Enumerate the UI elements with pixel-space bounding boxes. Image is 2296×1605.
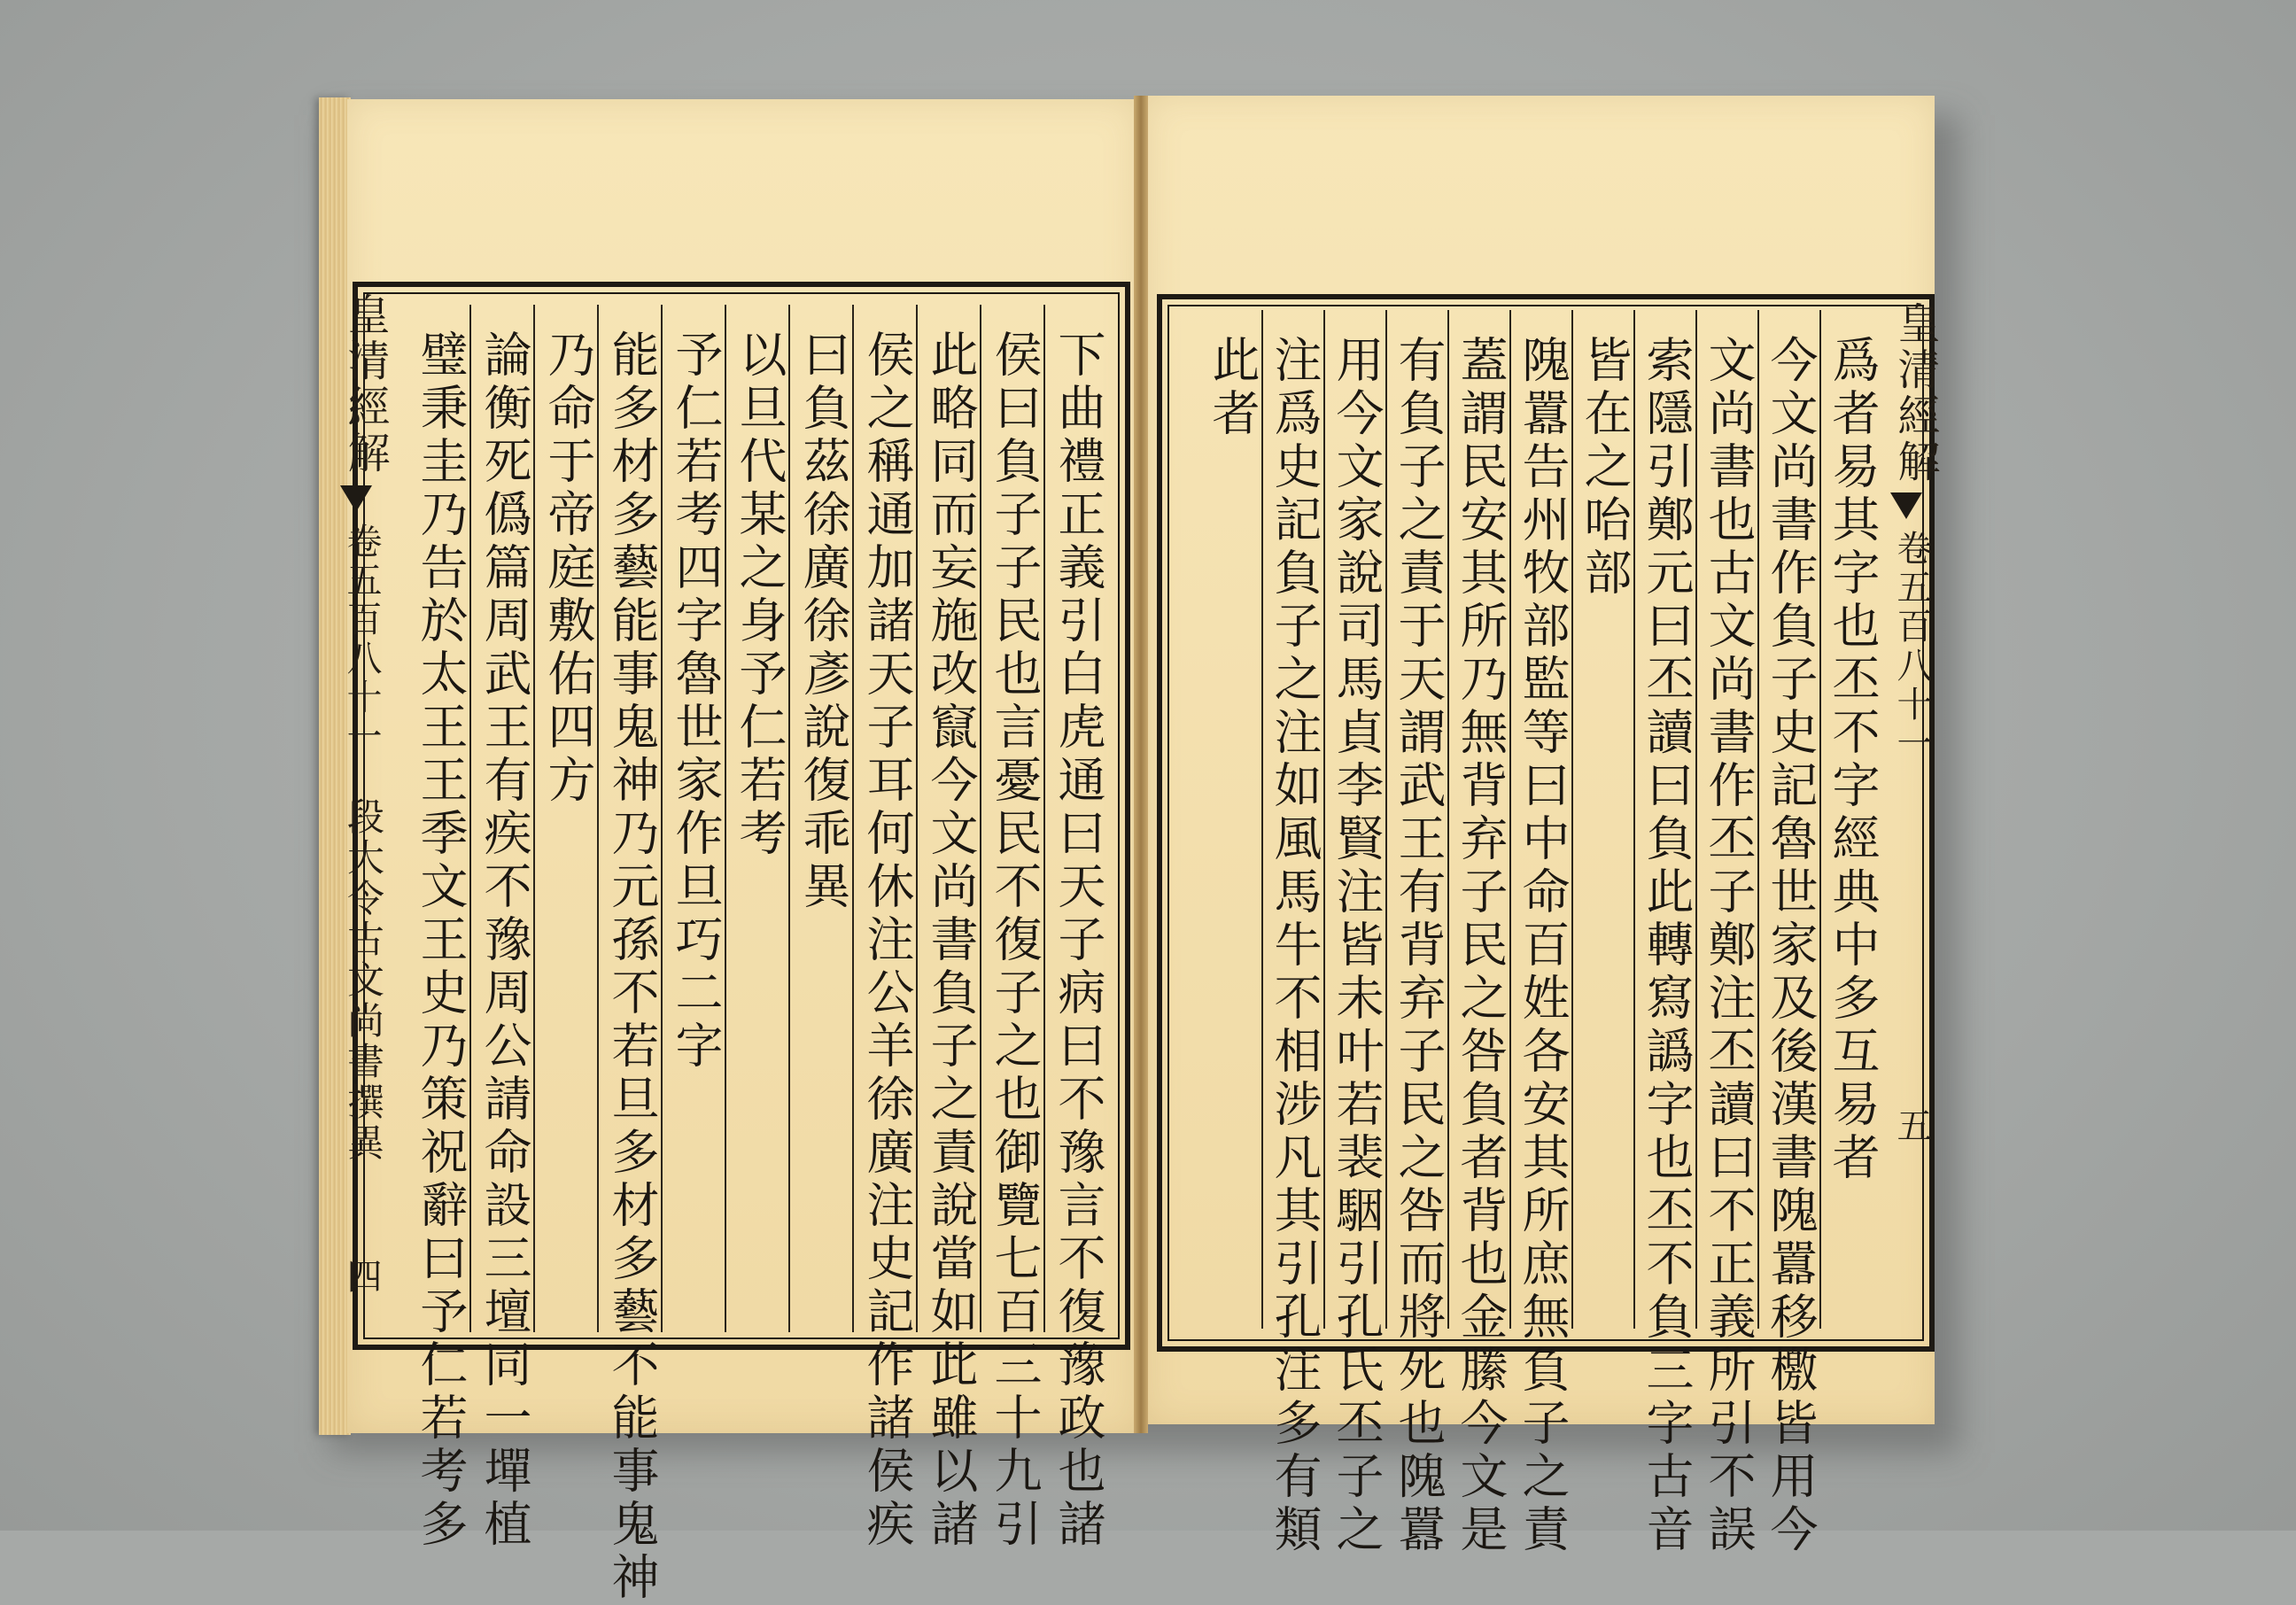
- column-rule: [852, 305, 854, 1332]
- column-rule: [1323, 310, 1325, 1329]
- column-rule: [1695, 310, 1697, 1329]
- right-margin-header: 皇清經解: [1890, 301, 1940, 485]
- text-column: 索隱引鄭元曰丕讀曰負此轉寫譌字也丕不負三字古音: [1639, 335, 1695, 1557]
- column-rule: [533, 305, 535, 1332]
- text-column: 侯曰負子子民也言憂民不復子之也御覽七百三十九引: [987, 330, 1043, 1552]
- right-margin-page-number: 五: [1891, 1107, 1932, 1146]
- text-column: 此者: [1205, 335, 1260, 441]
- left-margin-volume: 卷五百八十一: [341, 523, 382, 756]
- column-rule: [916, 305, 918, 1332]
- text-column: 用今文家說司馬貞李賢注皆未叶若裴駰引孔氏丕子之: [1329, 335, 1385, 1557]
- right-margin-volume: 卷五百八十一: [1891, 530, 1932, 764]
- text-column: 璧秉圭乃告於太王王季文王史乃策祝辭曰予仁若考多: [413, 330, 469, 1552]
- column-rule: [788, 305, 790, 1332]
- column-rule: [1043, 305, 1045, 1332]
- column-rule: [725, 305, 726, 1332]
- column-rule: [1757, 310, 1759, 1329]
- column-rule: [1819, 310, 1821, 1329]
- left-margin-header: 皇清經解: [340, 292, 390, 477]
- text-column: 予仁若考四字魯世家作旦巧二字: [668, 330, 724, 1074]
- text-column: 隗囂告州牧部監等曰中命百姓各安其所庶無負子之責: [1515, 335, 1571, 1557]
- column-rule: [1633, 310, 1635, 1329]
- text-column: 論衡死僞篇周武王有疾不豫周公請命設三壇同一墠植: [477, 330, 532, 1552]
- text-column: 此略同而妄施改竄今文尚書負子之責說當如此雖以諸: [923, 330, 979, 1552]
- text-column: 能多材多藝能事鬼神乃元孫不若旦多材多藝不能事鬼神: [604, 330, 660, 1605]
- left-margin-page-number: 四: [341, 1258, 382, 1297]
- text-column: 注爲史記負子之注如風馬牛不相涉凡其引孔注多有類: [1267, 335, 1323, 1557]
- text-column: 侯之稱通加諸天子耳何休注公羊徐廣注史記作諸侯疾: [859, 330, 915, 1552]
- text-column: 曰負茲徐廣徐彥說復乖異: [795, 330, 851, 914]
- book-gutter: [1134, 96, 1148, 1433]
- column-rule: [1385, 310, 1387, 1329]
- left-margin-title: 段大令古文尚書撰異: [342, 797, 385, 1164]
- text-column: 有負子之責于天謂武王有背弃子民之咎而將死也隗囂: [1391, 335, 1447, 1557]
- column-rule: [597, 305, 599, 1332]
- text-column: 皆在之咍部: [1577, 335, 1633, 601]
- text-column: 文尚書也古文尚書作丕子鄭注丕讀曰不正義所引不誤: [1701, 335, 1757, 1557]
- text-column: 蓋謂民安其所乃無背弃子民之咎負者背也金縢今文是: [1453, 335, 1509, 1557]
- text-column: 乃命于帝庭敷佑四方: [540, 330, 596, 808]
- column-rule: [1447, 310, 1449, 1329]
- column-rule: [980, 305, 981, 1332]
- text-column: 爲者易其字也丕不字經典中多互易者: [1825, 335, 1881, 1185]
- text-column: 今文尚書作負子史記魯世家及後漢書隗囂移檄皆用今: [1763, 335, 1819, 1557]
- column-rule: [1509, 310, 1511, 1329]
- column-rule: [1571, 310, 1573, 1329]
- column-rule: [661, 305, 663, 1332]
- text-column: 下曲禮正義引白虎通曰天子病曰不豫言不復豫政也諸: [1051, 330, 1106, 1552]
- column-rule: [1261, 310, 1263, 1329]
- text-column: 以旦代某之身予仁若考: [732, 330, 787, 861]
- column-rule: [469, 305, 471, 1332]
